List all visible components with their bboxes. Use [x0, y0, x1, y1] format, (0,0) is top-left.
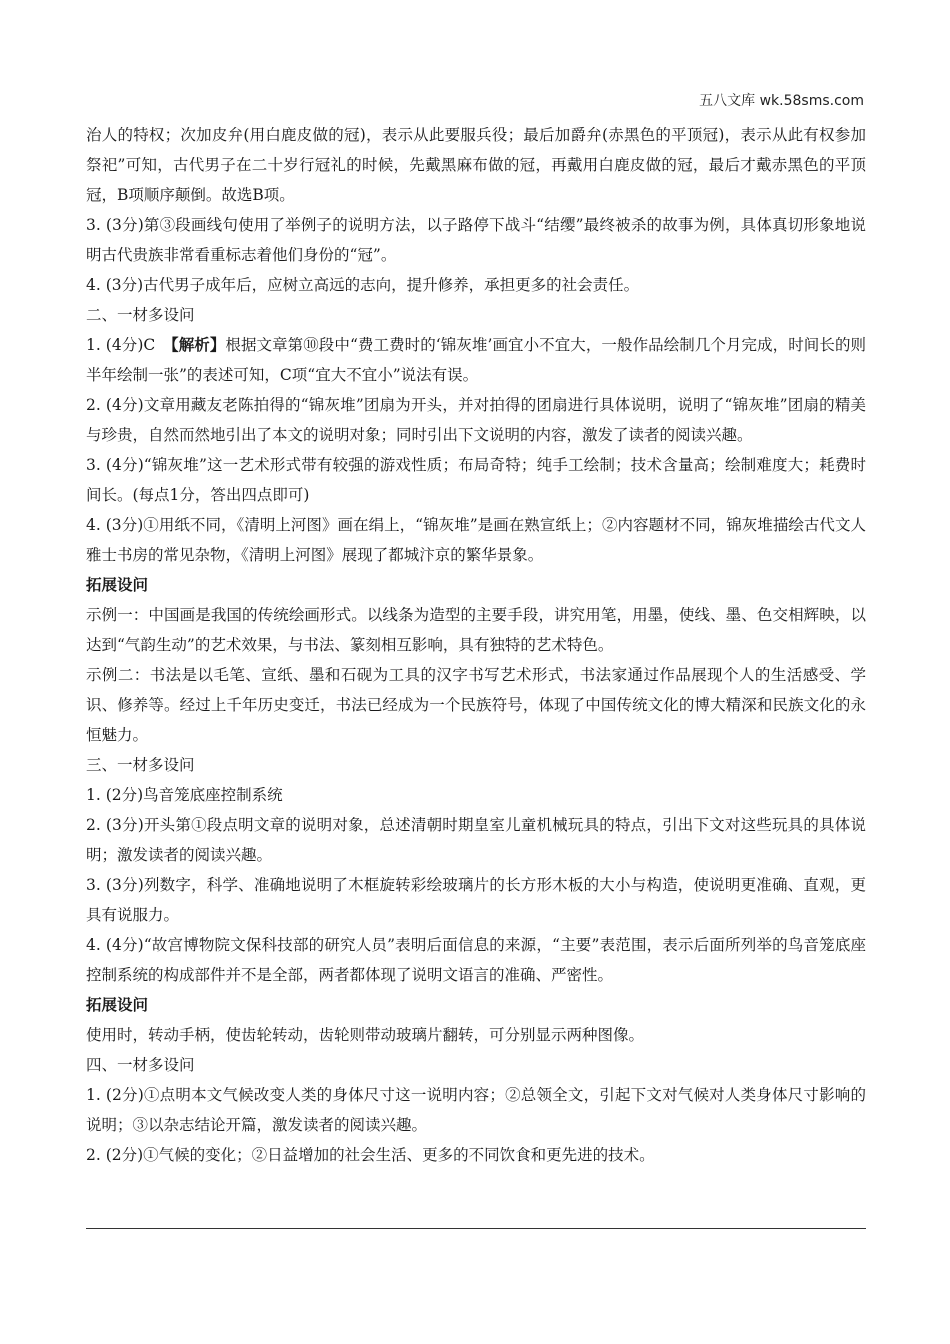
answer-item: 3. (3分)列数字，科学、准确地说明了木框旋转彩绘玻璃片的长方形木板的大小与构造，使说明更准确、直观，更具有说服力。: [86, 876, 866, 924]
answer-item: 3. (4分)“锦灰堆”这一艺术形式带有较强的游戏性质；布局奇特；纯手工绘制；技术含量高；绘制难度大；耗费时间长。(每点1分，答出四点即可): [86, 456, 866, 504]
site-watermark: 五八文库 wk.58sms.com: [699, 93, 864, 109]
subsection-heading: 拓展设问: [86, 996, 149, 1014]
answer-item: 4. (4分)“故宫博物院文保科技部的研究人员”表明后面信息的来源，“主要”表范围，表示后面所列举的鸟音笼底座控制系统的构成部件并不是全部，两者都体现了说明文语言的准确、严密性。: [86, 936, 866, 984]
answer-item: 4. (3分)①用纸不同，《清明上河图》画在绢上，“锦灰堆”是画在熟宣纸上；②内容题材不同，锦灰堆描绘古代文人雅士书房的常见杂物，《清明上河图》展现了都城汴京的繁华景象。: [86, 516, 866, 564]
subsection-heading: 拓展设问: [86, 576, 149, 594]
section-heading: 四、一材多设问: [86, 1056, 195, 1074]
example-item: 示例一：中国画是我国的传统绘画形式。以线条为造型的主要手段，讲究用笔，用墨，使线、墨、色交相辉映，以达到“气韵生动”的艺术效果，与书法、篆刻相互影响，具有独特的艺术特色。: [86, 606, 866, 654]
answer-item: 4. (3分)古代男子成年后，应树立高远的志向，提升修养，承担更多的社会责任。: [86, 276, 640, 294]
footer-divider: [86, 1228, 866, 1229]
example-item: 示例二：书法是以毛笔、宣纸、墨和石砚为工具的汉字书写艺术形式，书法家通过作品展现个人的生活感受、学识、修养等。经过上千年历史变迁，书法已经成为一个民族符号，体现了中国传统文化的博大精深和民族文化的永恒魅力。: [86, 666, 866, 744]
analysis-label: 【解析】: [170, 336, 226, 354]
answer-item: [86, 330, 866, 390]
answer-content: [86, 120, 866, 1170]
answer-item: 2. (2分)①气候的变化；②日益增加的社会生活、更多的不同饮食和更先进的技术。: [86, 1146, 655, 1164]
section-heading: 三、一材多设问: [86, 756, 195, 774]
section-heading: 二、一材多设问: [86, 306, 195, 324]
answer-item: 1. (2分)①点明本文气候改变人类的身体尺寸这一说明内容；②总领全文，引起下文对气候对人类身体尺寸影响的说明；③以杂志结论开篇，激发读者的阅读兴趣。: [86, 1086, 866, 1134]
answer-item: 1. (2分)鸟音笼底座控制系统: [86, 786, 283, 804]
answer-item: 3. (3分)第③段画线句使用了举例子的说明方法，以子路停下战斗“结缨”最终被杀的故事为例，具体真切形象地说明古代贵族非常看重标志着他们身份的“冠”。: [86, 216, 866, 264]
answer-item: 2. (4分)文章用藏友老陈拍得的“锦灰堆”团扇为开头，并对拍得的团扇进行具体说明，说明了“锦灰堆”团扇的精美与珍贵，自然而然地引出了本文的说明对象；同时引出下文说明的内容，激发了读者的阅读兴趣。: [86, 396, 866, 444]
paragraph-continuation: 治人的特权；次加皮弁(用白鹿皮做的冠)，表示从此要服兵役；最后加爵弁(赤黑色的平顶冠)，表示从此有权参加祭祀”可知，古代男子在二十岁行冠礼的时候，先戴黑麻布做的冠，再戴用白鹿皮做的冠，最后才戴赤黑色的平顶冠，B项顺序颠倒。故选B项。: [86, 126, 866, 204]
answer-prefix: 1. (4分)C: [86, 336, 171, 354]
answer-text: 根据文章第⑩段中“费工费时的‘锦灰堆’画宜小不宜大，一般作品绘制几个月完成，时间长的则半年绘制一张”的表述可知，C项“宜大不宜小”说法有误。: [86, 336, 867, 384]
answer-item: 2. (3分)开头第①段点明文章的说明对象，总述清朝时期皇室儿童机械玩具的特点，引出下文对这些玩具的具体说明；激发读者的阅读兴趣。: [86, 816, 866, 864]
example-item: 使用时，转动手柄，使齿轮转动，齿轮则带动玻璃片翻转，可分别显示两种图像。: [86, 1026, 645, 1044]
